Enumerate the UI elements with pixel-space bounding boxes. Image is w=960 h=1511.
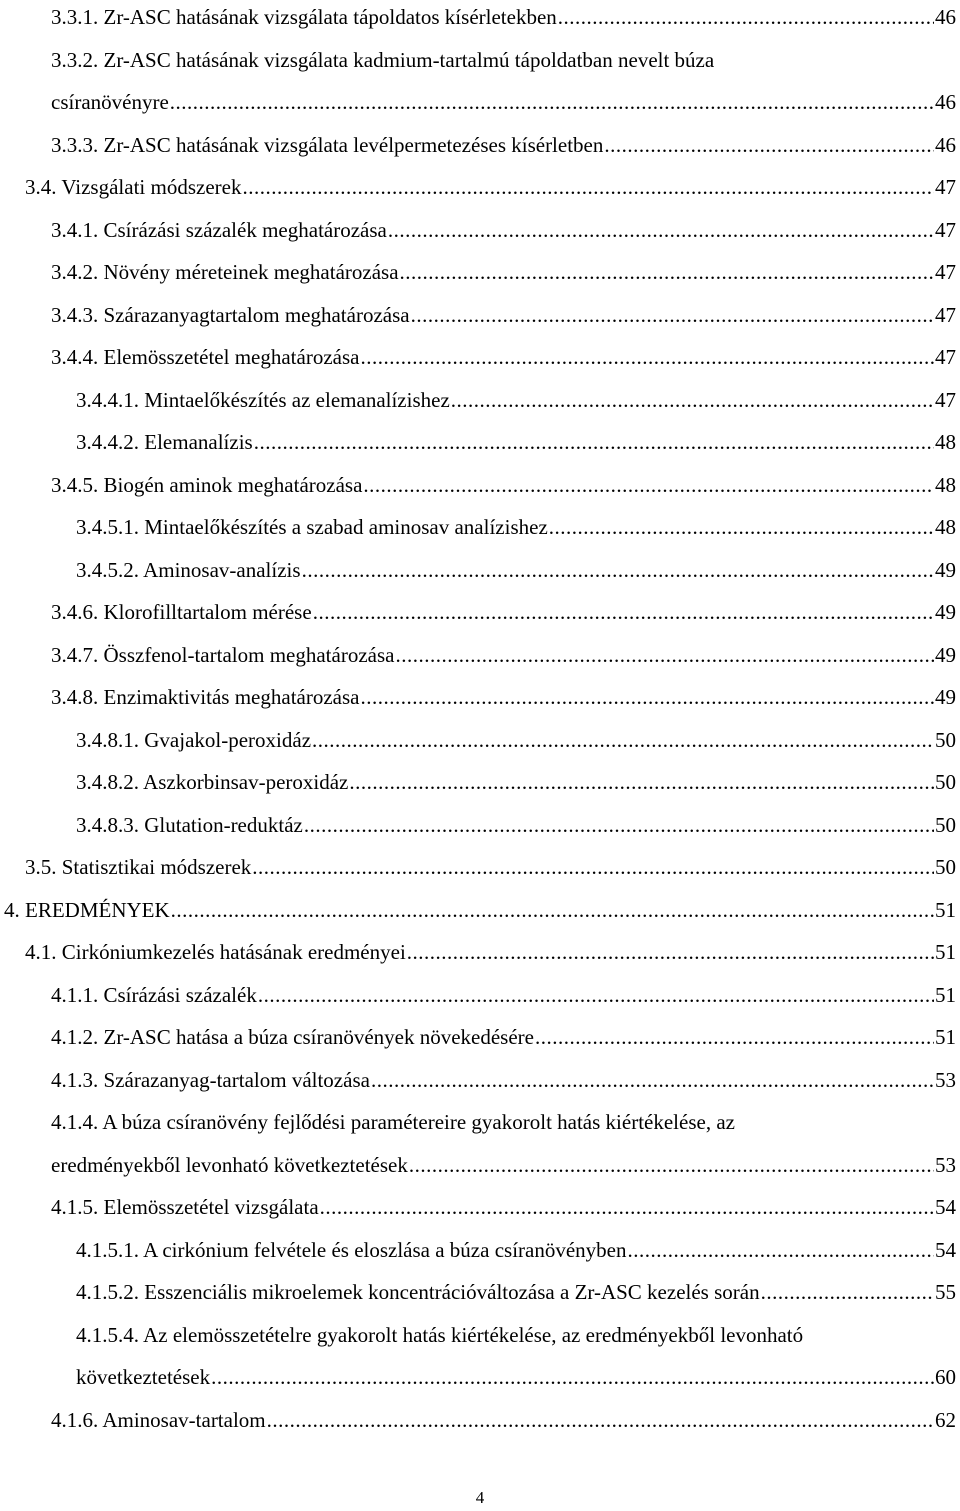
dot-leader [252, 846, 934, 889]
dot-leader [313, 591, 934, 634]
toc-entry-title-continuation: csíranövényre [51, 90, 169, 114]
toc-entry-title: 3.4.5. Biogén aminok meghatározása [51, 472, 363, 497]
toc-entry-line [25, 846, 956, 889]
toc-entry-title: 3.4.8.1. Gvajakol-peroxidáz [76, 727, 312, 752]
toc-page-number: 48 [935, 472, 956, 497]
toc-entry-line [76, 761, 956, 804]
toc-entry-line [76, 379, 956, 422]
toc-page-number: 47 [935, 387, 956, 412]
toc-entry[interactable] [51, 464, 956, 507]
toc-entry-title: 3.4.6. Klorofilltartalom mérése [51, 600, 312, 624]
toc-entry-title: 4.1.1. Csírázási százalék [51, 982, 257, 1007]
toc-entry[interactable] [51, 336, 956, 379]
toc-entry-title: 3.4.7. Összfenol-tartalom meghatározása [51, 642, 395, 667]
toc-page-number: 50 [935, 770, 956, 794]
toc-entry-title: 4.1.5.4. Az elemösszetételre gyakorolt hatás kiértékelése, az eredményekből levonható [76, 1322, 804, 1347]
toc-entry-title: 4.1.2. Zr-ASC hatása a búza csíranövények növekedésére [51, 1025, 534, 1049]
dot-leader [395, 634, 934, 677]
toc-page-number: 49 [935, 642, 956, 667]
toc-entry-line [51, 1016, 956, 1059]
toc-entry[interactable] [51, 1101, 956, 1186]
toc-entry-line [51, 1399, 956, 1442]
toc-entry[interactable] [25, 846, 956, 889]
toc-page-number: 53 [935, 1152, 956, 1177]
toc-entry[interactable] [76, 421, 956, 464]
toc-entry[interactable] [76, 506, 956, 549]
toc-entry[interactable] [51, 0, 956, 39]
toc-entry[interactable] [51, 591, 956, 634]
toc-entry-title: 4. EREDMÉNYEK [4, 897, 170, 922]
toc-entry-title: 3.4.8.3. Glutation-reduktáz [76, 812, 303, 837]
toc-entry-title: 3.3.3. Zr-ASC hatásának vizsgálata levélpermetezéses kísérletben [51, 132, 604, 157]
toc-entry-title-continuation: eredményekből levonható következtetések [51, 1152, 408, 1177]
dot-leader [627, 1229, 934, 1272]
toc-entry-line [51, 676, 956, 719]
dot-leader [604, 124, 934, 167]
toc-entry-title: 4.1.5. Elemösszetétel vizsgálata [51, 1195, 319, 1219]
toc-page-number: 60 [935, 1365, 956, 1389]
dot-leader [304, 804, 934, 847]
toc-page-number: 47 [935, 345, 956, 369]
toc-entry-line [51, 1144, 956, 1187]
toc-entry-title: 3.4.8.2. Aszkorbinsav-peroxidáz [76, 770, 349, 794]
toc-entry-line [51, 81, 956, 124]
toc-entry-line [51, 251, 956, 294]
toc-entry[interactable] [25, 931, 956, 974]
toc-entry[interactable] [51, 124, 956, 167]
toc-entry-title: 4.1.4. A búza csíranövény fejlődési paramétereire gyakorolt hatás kiértékelése, az [51, 1110, 735, 1134]
toc-entry-title: 3.4.4.2. Elemanalízis [76, 430, 253, 454]
dot-leader [363, 464, 934, 507]
toc-page-number: 49 [935, 557, 956, 582]
toc-entry-line [51, 294, 956, 337]
toc-entry[interactable] [76, 719, 956, 762]
toc-entry[interactable] [76, 379, 956, 422]
dot-leader [320, 1186, 934, 1229]
toc-entry[interactable] [4, 889, 956, 932]
toc-entry-line [51, 464, 956, 507]
toc-entry-title-continuation: következtetések [76, 1365, 211, 1389]
toc-entry[interactable] [76, 1271, 956, 1314]
dot-leader [302, 549, 934, 592]
toc-page-number: 51 [935, 940, 956, 964]
dot-leader [407, 931, 934, 974]
toc-entry-title: 3.4.4.1. Mintaelőkészítés az elemanalízishez [76, 387, 450, 412]
toc-entry[interactable] [51, 1016, 956, 1059]
toc-entry[interactable] [51, 209, 956, 252]
toc-page-number: 49 [935, 600, 956, 624]
toc-entry-title: 3.3.2. Zr-ASC hatásának vizsgálata kadmium-tartalmú tápoldatban nevelt búza [51, 47, 715, 72]
toc-entry-line [51, 124, 956, 167]
dot-leader [360, 676, 934, 719]
toc-entry-line [76, 1229, 956, 1272]
dot-leader [451, 379, 934, 422]
toc-entry-title: 3.4. Vizsgálati módszerek [25, 175, 242, 199]
toc-entry-title: 3.4.5.1. Mintaelőkészítés a szabad aminosav analízishez [76, 515, 548, 539]
toc-page-number: 51 [935, 1025, 956, 1049]
dot-leader [388, 209, 934, 252]
toc-page-number: 51 [935, 897, 956, 922]
toc-page-number: 46 [935, 90, 956, 114]
toc-entry-title: 4.1.5.2. Esszenciális mikroelemek koncentrációváltozása a Zr-ASC kezelés során [76, 1280, 760, 1304]
toc-entry[interactable] [51, 676, 956, 719]
dot-leader [761, 1271, 934, 1314]
toc-entry-line [51, 1186, 956, 1229]
dot-leader [312, 719, 934, 762]
dot-leader [411, 294, 934, 337]
dot-leader [349, 761, 934, 804]
toc-entry-line [51, 1059, 956, 1102]
dot-leader [549, 506, 934, 549]
toc-entry-line [51, 634, 956, 677]
toc-page-number: 54 [935, 1195, 956, 1219]
toc-entry-title: 4.1.6. Aminosav-tartalom [51, 1407, 266, 1432]
toc-entry-title: 4.1.3. Szárazanyag-tartalom változása [51, 1067, 370, 1092]
toc-page-number: 55 [935, 1280, 956, 1304]
toc-entry-line [76, 421, 956, 464]
toc-entry-line [76, 549, 956, 592]
dot-leader [371, 1059, 934, 1102]
toc-page-number: 47 [935, 302, 956, 327]
toc-page-number: 54 [935, 1237, 956, 1262]
toc-entry-line [51, 591, 956, 634]
toc-page-number: 51 [935, 982, 956, 1007]
toc-entry-line [76, 1271, 956, 1314]
toc-page-number: 50 [935, 727, 956, 752]
toc-entry-title: 3.4.3. Szárazanyagtartalom meghatározása [51, 302, 410, 327]
toc-entry-line [76, 719, 956, 762]
toc-entry[interactable] [76, 761, 956, 804]
toc-page-number: 50 [935, 812, 956, 837]
toc-entry-line [51, 336, 956, 379]
toc-page-number: 47 [935, 175, 956, 199]
dot-leader [171, 889, 934, 932]
toc-entry-line [51, 209, 956, 252]
dot-leader [535, 1016, 934, 1059]
page-number: 4 [475, 1488, 485, 1507]
toc-entry[interactable] [76, 549, 956, 592]
dot-leader [258, 974, 934, 1017]
dot-leader [267, 1399, 934, 1442]
toc-entry-line [76, 1356, 956, 1399]
dot-leader [242, 166, 934, 209]
toc-page-number: 47 [935, 260, 956, 284]
toc-entry-title: 3.4.2. Növény méreteinek meghatározása [51, 260, 399, 284]
toc-page-number: 48 [935, 430, 956, 454]
toc-entry-line [25, 166, 956, 209]
toc-entry[interactable] [25, 166, 956, 209]
toc-page-number: 49 [935, 685, 956, 709]
toc-entry[interactable] [51, 974, 956, 1017]
toc-entry-line [51, 974, 956, 1017]
toc-entry-title: 3.4.4. Elemösszetétel meghatározása [51, 345, 360, 369]
dot-leader [400, 251, 934, 294]
toc-entry-title: 3.4.5.2. Aminosav-analízis [76, 557, 301, 582]
toc-entry-title: 3.4.8. Enzimaktivitás meghatározása [51, 685, 360, 709]
toc-entry-title: 3.5. Statisztikai módszerek [25, 855, 252, 879]
toc-entry-title: 3.4.1. Csírázási százalék meghatározása [51, 217, 387, 242]
toc-entry-line [51, 0, 956, 39]
toc-page-number: 50 [935, 855, 956, 879]
toc-entry-title: 4.1. Cirkóniumkezelés hatásának eredményei [25, 940, 406, 964]
toc-entry[interactable] [51, 251, 956, 294]
toc-page-number: 46 [935, 132, 956, 157]
dot-leader [409, 1144, 934, 1187]
toc-entry[interactable] [76, 804, 956, 847]
toc-entry[interactable] [76, 1314, 956, 1399]
dot-leader [211, 1356, 934, 1399]
toc-page-number: 53 [935, 1067, 956, 1092]
toc-entry-line [4, 889, 956, 932]
toc-page-number: 47 [935, 217, 956, 242]
dot-leader [170, 81, 934, 124]
toc-entry[interactable] [51, 1059, 956, 1102]
toc-entry-title: 4.1.5.1. A cirkónium felvétele és eloszlása a búza csíranövényben [76, 1237, 627, 1262]
toc-entry[interactable] [51, 1186, 956, 1229]
toc-entry-title: 3.3.1. Zr-ASC hatásának vizsgálata tápoldatos kísérletekben [51, 5, 557, 29]
dot-leader [558, 0, 934, 39]
toc-entry-line [76, 506, 956, 549]
dot-leader [360, 336, 934, 379]
dot-leader [254, 421, 934, 464]
toc-entry-line [25, 931, 956, 974]
toc-entry[interactable] [51, 39, 956, 124]
toc-entry[interactable] [51, 294, 956, 337]
toc-entry[interactable] [51, 1399, 956, 1442]
toc-page-number: 62 [935, 1407, 956, 1432]
toc-entry[interactable] [76, 1229, 956, 1272]
toc-entry[interactable] [51, 634, 956, 677]
toc-entry-line [76, 804, 956, 847]
toc-page-number: 48 [935, 515, 956, 539]
toc-page-number: 46 [935, 5, 956, 29]
